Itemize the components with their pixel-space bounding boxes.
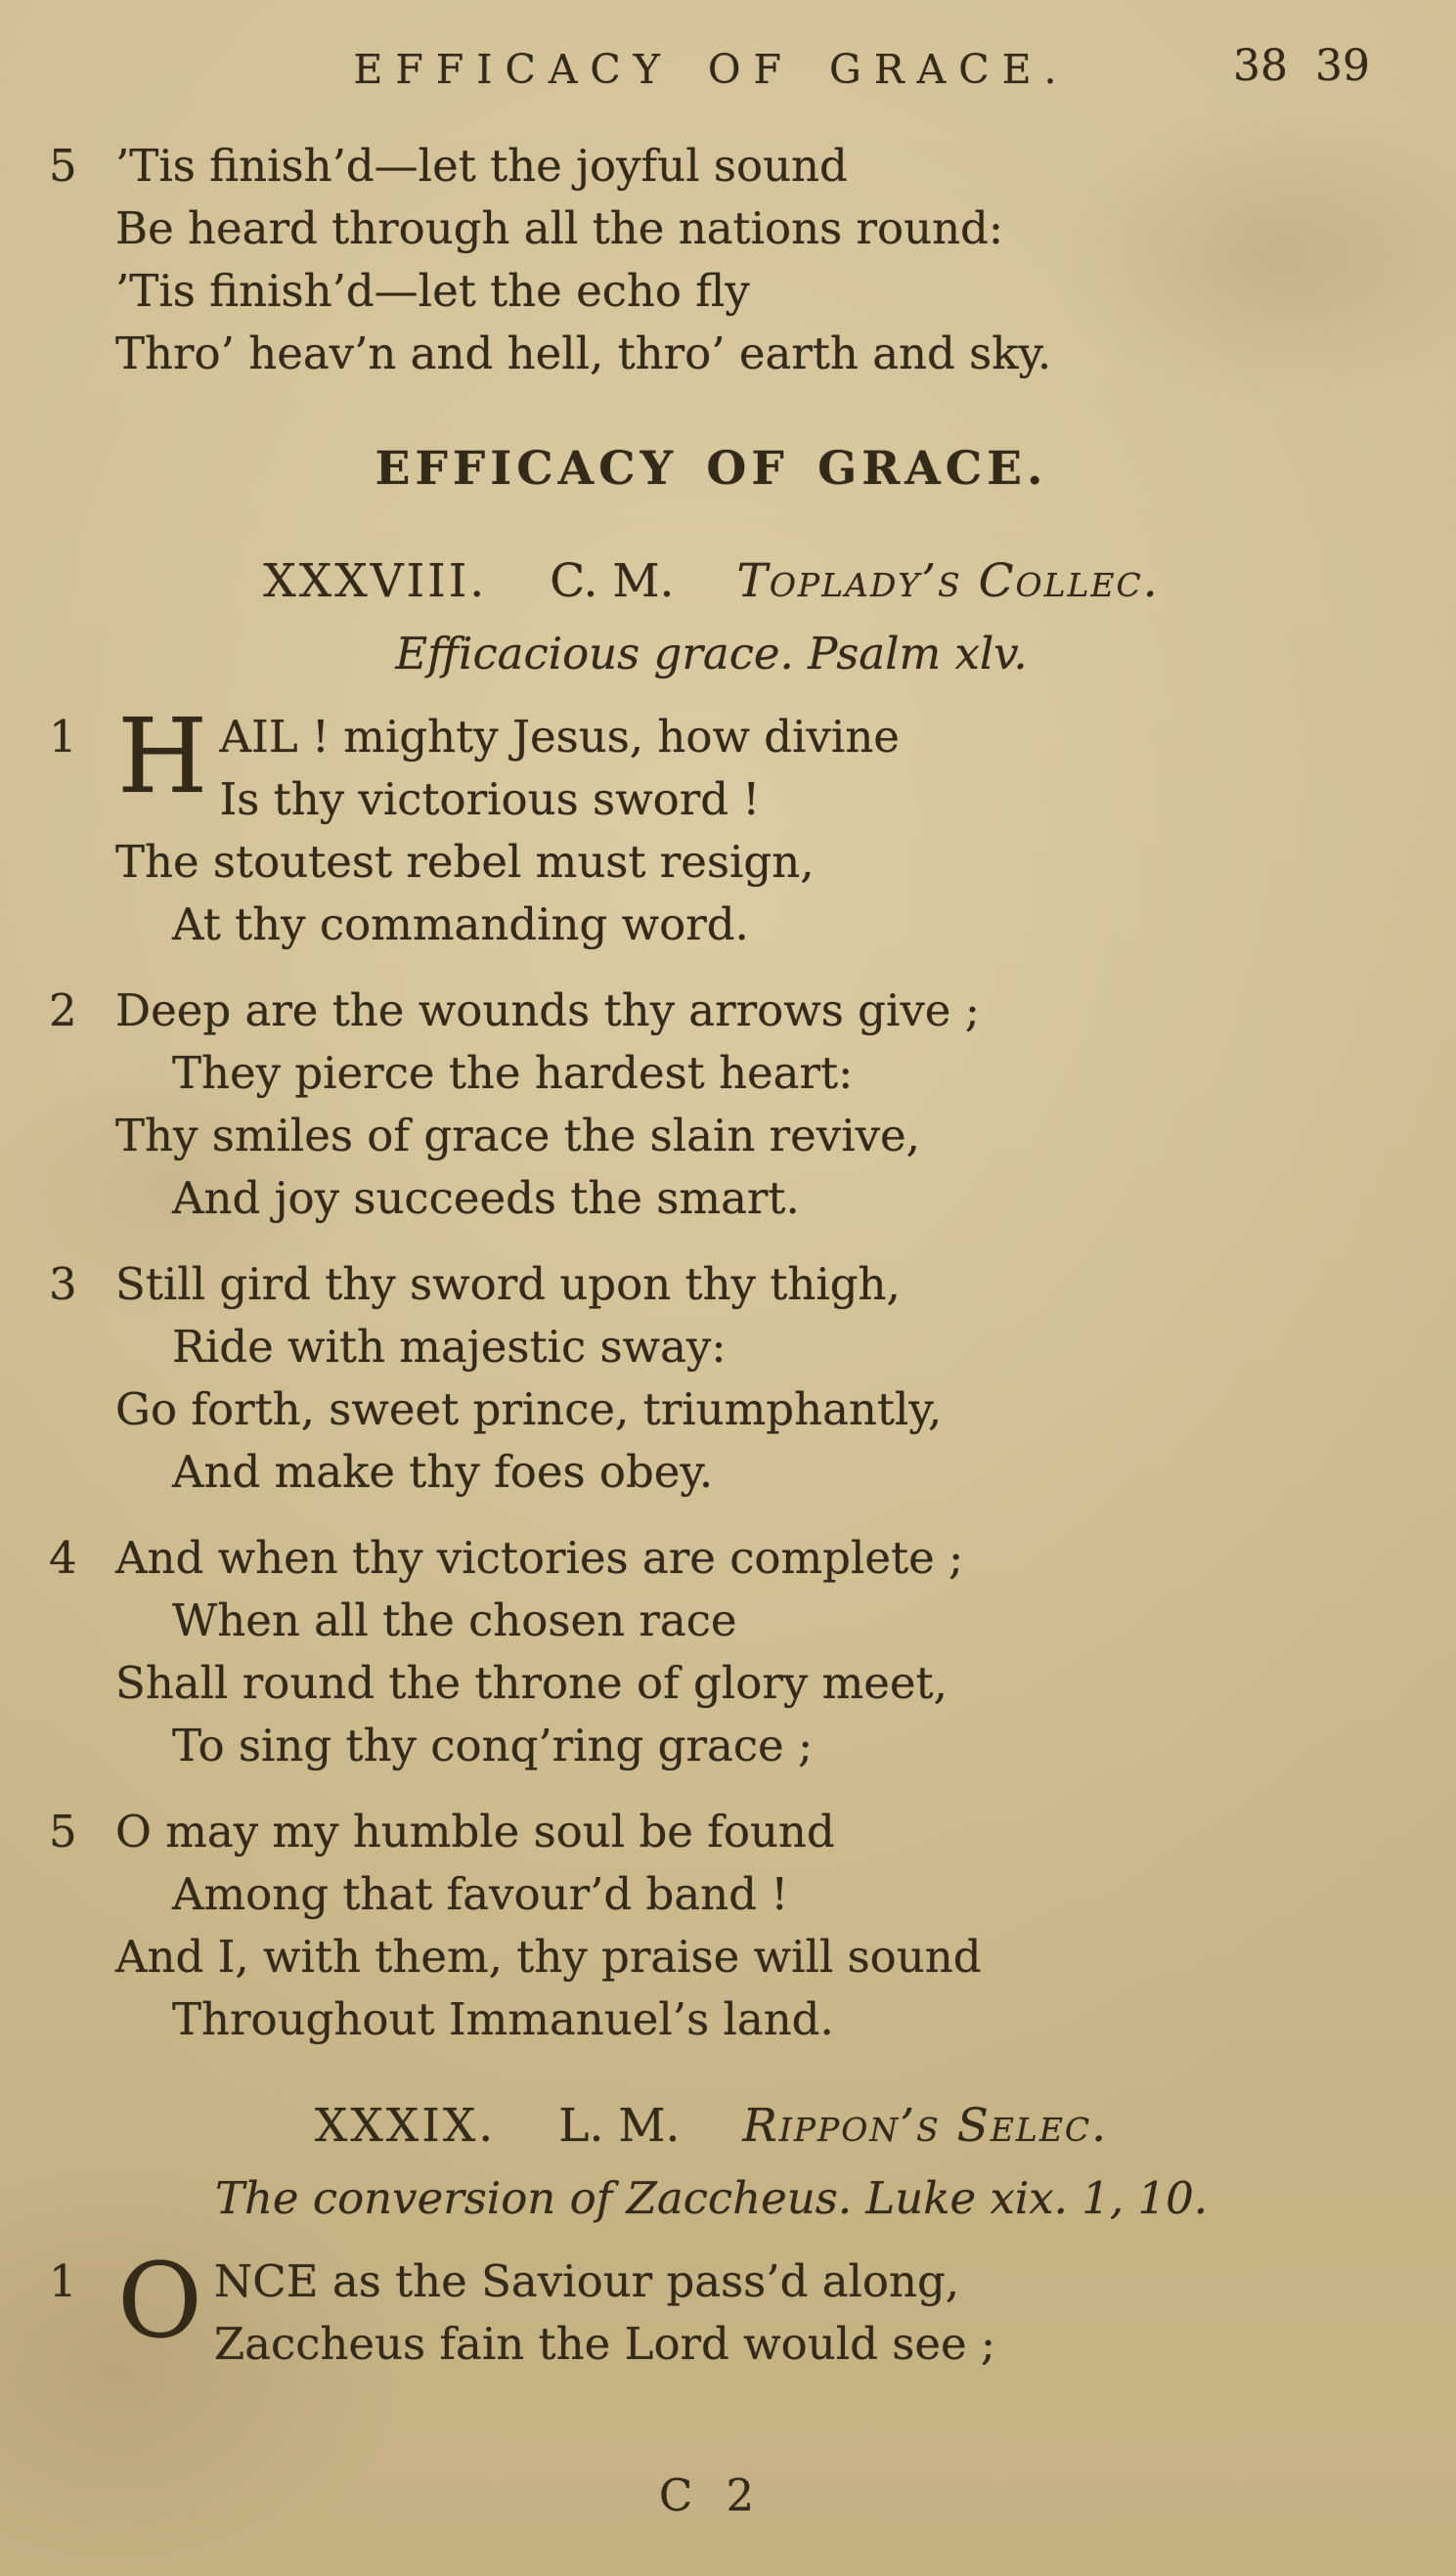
stanza	[49, 135, 1374, 385]
stanza-lines	[115, 135, 1374, 385]
section-heading: EFFICACY OF GRACE.	[375, 442, 1048, 496]
verse-line: Thro’ heav’n and hell, thro’ earth and sky.	[115, 327, 1052, 379]
verse-line: When all the chosen race	[172, 1594, 737, 1646]
verse-line: Be heard through all the nations round:	[115, 202, 1004, 254]
hymn-subtitle: The conversion of Zaccheus. Luke xix. 1, 10.	[214, 2172, 1209, 2224]
hymn	[49, 2094, 1374, 2376]
stanza-lines	[115, 1801, 1374, 2051]
running-title: EFFICACY OF GRACE.	[353, 46, 1070, 93]
verse-line: And I, with them, thy praise will sound	[115, 1931, 982, 1983]
hymn-heading	[49, 549, 1374, 614]
hymn-source: Toplady’s Collec.	[736, 554, 1160, 608]
stanza	[49, 1801, 1374, 2051]
page-number-right: 39	[1315, 41, 1370, 91]
verse-line: O may my humble soul be found	[115, 1806, 835, 1857]
hymn	[49, 549, 1374, 2051]
stanza-number: 5	[49, 140, 77, 192]
stanza-lines	[115, 2241, 1374, 2376]
hymn-number: XXXIX.	[314, 2099, 497, 2153]
verse-line: Among that favour’d band !	[172, 1868, 789, 1920]
verse-line: Thy smiles of grace the slain revive,	[115, 1110, 920, 1161]
verse-line: Ride with majestic sway:	[172, 1321, 727, 1373]
verse-line: Zaccheus fain the Lord would see ;	[213, 2318, 996, 2370]
verse-line: At thy commanding word.	[172, 898, 749, 950]
verse-line: To sing thy conq’ring grace ;	[172, 1720, 814, 1771]
hymn-meter: L. M.	[558, 2099, 681, 2153]
stanza-number: 1	[49, 711, 77, 763]
verse-line: Shall round the throne of glory meet,	[115, 1657, 948, 1709]
signature-mark: C 2	[658, 2469, 765, 2521]
stanza	[49, 1527, 1374, 1777]
stanza	[49, 1253, 1374, 1504]
hymn-source: Rippon’s Selec.	[742, 2099, 1109, 2153]
continuation-stanza-container	[49, 131, 1374, 409]
drop-cap: O	[117, 2241, 202, 2361]
verse-line: The stoutest rebel must resign,	[115, 836, 815, 888]
hymn-meter: C. M.	[550, 554, 675, 608]
stanza-number: 2	[49, 984, 77, 1036]
hymn-number: XXXVIII.	[263, 554, 488, 608]
verse-line: Deep are the wounds thy arrows give ;	[115, 984, 980, 1036]
page-header	[49, 37, 1374, 102]
verse-line: And joy succeeds the smart.	[172, 1172, 800, 1224]
stanza-lines	[115, 1253, 1374, 1504]
verse-line: NCE as the Saviour pass’d along,	[213, 2255, 960, 2307]
verse-line: ’Tis finish’d—let the joyful sound	[115, 140, 848, 192]
verse-line: AIL ! mighty Jesus, how divine	[219, 711, 900, 763]
stanza-lines	[115, 980, 1374, 1230]
stanza-lines	[115, 696, 1374, 956]
drop-cap: H	[117, 696, 208, 816]
verse-line: They pierce the hardest heart:	[172, 1047, 854, 1099]
stanza-number: 5	[49, 1806, 77, 1857]
verse-line: Throughout Immanuel’s land.	[172, 1993, 834, 2045]
page-number-left: 38	[1233, 41, 1288, 91]
verse-line: Go forth, sweet prince, triumphantly,	[115, 1383, 943, 1435]
verse-line: Still gird thy sword upon thy thigh,	[115, 1258, 901, 1310]
stanza-number: 1	[49, 2255, 77, 2307]
verse-line: ’Tis finish’d—let the echo fly	[115, 265, 750, 317]
stanza	[49, 980, 1374, 1230]
stanza-number: 4	[49, 1532, 77, 1584]
page-numbers	[1233, 35, 1370, 98]
hymn-heading	[49, 2094, 1374, 2159]
hymns	[49, 524, 1374, 2399]
hymn-subtitle: Efficacious grace. Psalm xlv.	[395, 628, 1028, 679]
verse-line: Is thy victorious sword !	[219, 773, 761, 825]
verse-line: And make thy foes obey.	[172, 1446, 714, 1498]
stanza	[49, 2241, 1374, 2376]
stanza-lines	[115, 1527, 1374, 1777]
stanza	[49, 696, 1374, 956]
stanza-number: 3	[49, 1258, 77, 1310]
verse-line: And when thy victories are complete ;	[115, 1532, 964, 1584]
